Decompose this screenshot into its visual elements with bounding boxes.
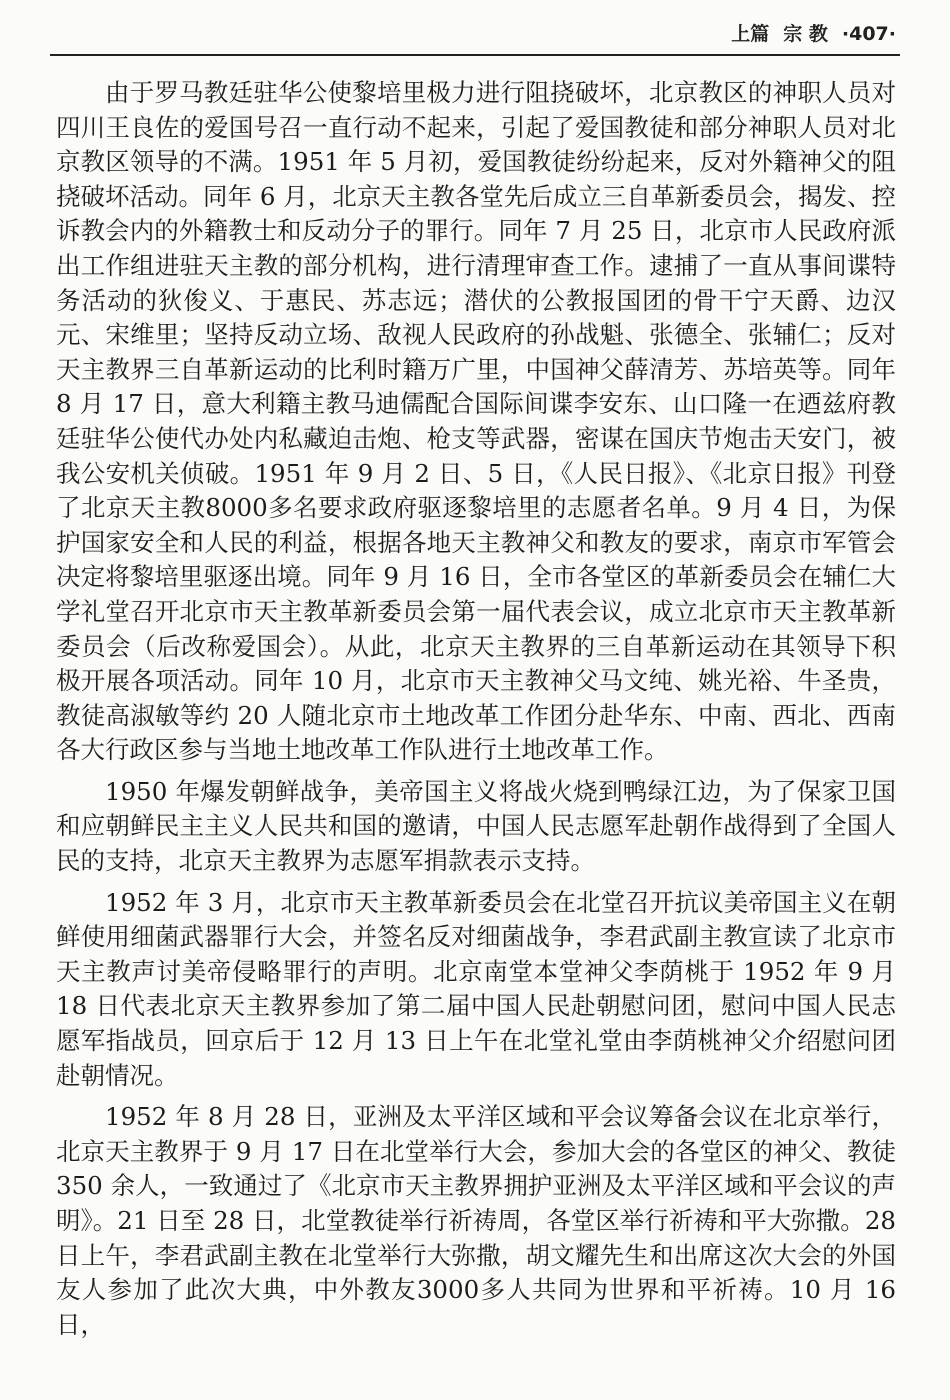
body-text xyxy=(56,76,896,1349)
page-number: ·407· xyxy=(841,23,896,45)
paragraph: 1952 年 8 月 28 日，亚洲及太平洋区域和平会议筹备会议在北京举行，北京天主教界于 9 月 17 日在北堂举行大会，参加大会的各堂区的神父、教徒 350 余人，一致通过了《北京市天主教界拥护亚洲及太平洋区域和平会议的声明》。21 日至 28 日，北堂教徒举行祈祷周，各堂区举行祈祷和平大弥撒。28 日上午，李君武副主教在北堂举行大弥撒，胡文耀先生和出席这次大会的外国友人参加了此次大典，中外教友3000多人共同为世界和平祈祷。10 月 16 日， xyxy=(56,1102,896,1339)
running-header xyxy=(50,16,900,56)
paragraph: 1950 年爆发朝鲜战争，美帝国主义将战火烧到鸭绿江边，为了保家卫国和应朝鲜民主主义人民共和国的邀请，中国人民志愿军赴朝作战得到了全国人民的支持，北京天主教界为志愿军捐款表示支持。 xyxy=(56,776,896,876)
paragraph: 1952 年 3 月，北京市天主教革新委员会在北堂召开抗议美帝国主义在朝鲜使用细菌武器罪行大会，并签名反对细菌战争，李君武副主教宣读了北京市天主教声讨美帝侵略罪行的声明。北京南堂本堂神父李荫桃于 1952 年 9 月 18 日代表北京天主教界参加了第二届中国人民赴朝慰问团，慰问中国人民志愿军指战员，回京后于 12 月 13 日上午在北堂礼堂由李荫桃神父介绍慰问团赴朝情况。 xyxy=(56,887,896,1090)
paragraph: 由于罗马教廷驻华公使黎培里极力进行阻挠破坏，北京教区的神职人员对四川王良佐的爱国号召一直行动不起来，引起了爱国教徒和部分神职人员对北京教区领导的不满。1951 年 5 月初，爱国教徒纷纷起来，反对外籍神父的阻挠破坏活动。同年 6 月，北京天主教各堂先后成立三自革新委员会，揭发、控诉教会内的外籍教士和反动分子的罪行。同年 7 月 25 日，北京市人民政府派出工作组进驻天主教的部分机构，进行清理审查工作。逮捕了一直从事间谍特务活动的狄俊义、于惠民、苏志远；潜伏的公教报国团的骨干宁天爵、边汉元、宋维里；坚持反动立场、敌视人民政府的孙战魁、张德全、张辅仁；反对天主教界三自革新运动的比利时籍万广里，中国神父薛清芳、苏培英等。同年 8 月 17 日，意大利籍主教马迪儒配合国际间谍李安东、山口隆一在迺兹府教廷驻华公使代办处内私藏迫击炮、枪支等武器，密谋在国庆节炮击天安门，被我公安机关侦破。1951 年 9 月 2 日、5 日，《人民日报》、《北京日报》刊登了北京天主教8000多名要求政府驱逐黎培里的志愿者名单。9 月 4 日，为保护国家安全和人民的利益，根据各地天主教神父和教友的要求，南京市军管会决定将黎培里驱逐出境。同年 9 月 16 日，全市各堂区的革新委员会在辅仁大学礼堂召开北京市天主教革新委员会第一届代表会议，成立北京市天主教革新委员会（后改称爱国会）。从此，北京天主教界的三自革新运动在其领导下积极开展各项活动。同年 10 月，北京市天主教神父马文纯、姚光裕、牛圣贵，教徒高淑敏等约 20 人随北京市土地改革工作团分赴华东、中南、西北、西南各大行政区参与当地土地改革工作队进行土地改革工作。 xyxy=(56,78,896,765)
header-chapter: 宗 教 xyxy=(783,23,828,45)
header-section: 上篇 xyxy=(731,23,770,45)
header-text xyxy=(717,19,896,46)
